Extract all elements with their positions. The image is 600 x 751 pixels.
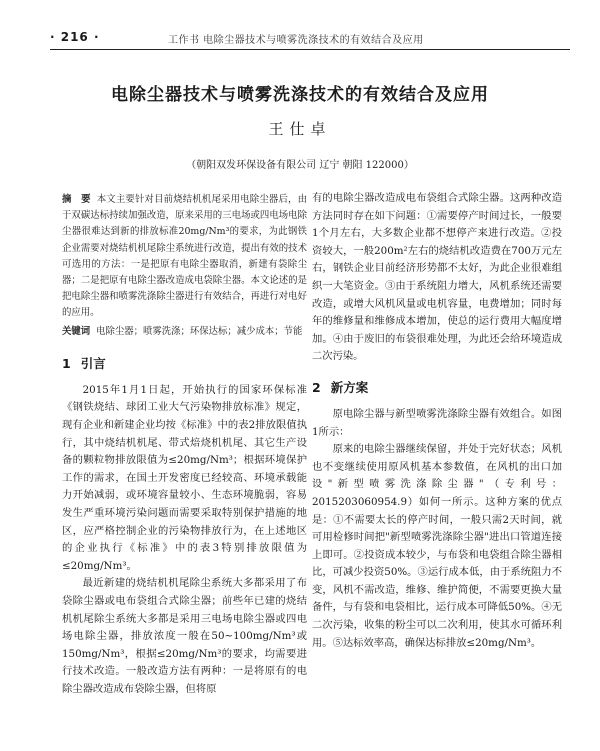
abstract xyxy=(62,192,307,322)
paragraph: 最近新建的烧结机机尾除尘系统大多都采用了布袋除尘器或电布袋组合式除尘器；前些年已建的烧结机机尾除尘系统大多都是采用三电场电除尘器或四电场电除尘器，排放浓度一般在50~100mg/Nm³或150mg/Nm³，根据≤20mg/Nm³的要求，均需要进行技术改造。一般改造方法有两种：一是将原有的电除尘器改造成布袋除尘器，但将原 xyxy=(62,577,307,695)
article-affiliation: （朝阳双发环保设备有限公司 辽宁 朝阳 122000） xyxy=(186,160,414,171)
section-title: 新方案 xyxy=(330,379,369,395)
page-header xyxy=(50,30,570,46)
abstract-text: 本文主要针对目前烧结机机尾采用电除尘器后，由于双碳达标持续加强改造，原来采用的三电场或四电场电除尘器很难达到新的排放标准20mg/Nm³的要求，为此钢铁企业需要对烧结机机尾除尘系统进行改造，提出有效的技术可选用的方法：一是把原有电除尘器取消，新建有袋除尘器；二是把原有电除尘器改造成电袋除尘器。本文论述的是把电除尘器和喷雾洗涤除尘器进行有效结合，再进行对电好的应用。 xyxy=(62,194,307,319)
section-heading-new-scheme xyxy=(312,378,562,396)
keywords-text: 电除尘器；喷雾洗涤；环保达标；减少成本；节能 xyxy=(96,325,303,337)
article-author: 王仕卓 xyxy=(268,120,332,138)
article-title: 电除尘器技术与喷雾洗涤技术的有效结合及应用 xyxy=(111,85,489,105)
paragraph: 原电除尘器与新型喷雾洗涤除尘器有效组合。如图1所示： xyxy=(312,407,562,438)
left-column xyxy=(62,192,307,699)
keywords-label: 关键词 xyxy=(62,325,91,337)
keywords xyxy=(62,324,307,340)
header-rule xyxy=(50,49,570,50)
paragraph: 原来的电除尘器继续保留，并处于完好状态；风机也不变继续使用原风机基本参数值，在风机的出口加设"新型喷雾洗涤除尘器"（专利号：2015203060954.9）如何一所示。这种方案的优点是：①不需要太长的停产时间，一般只需2天时间，就可用检修时间把"新型喷雾洗涤除尘器"进出口管道连接上即可。②投资成本较少，与布袋和电袋组合除尘器相比，可减少投资50%。③运行成本低，由于系统阻力不变，风机不需改造，维修、维护简便，不需要更换大量备件，与有袋和电袋相比，运行成本可降低50%。④无二次污染，收集的粉尘可以二次利用，使其水可循环利用。⑤达标效率高，确保达标排放≤20mg/Nm³。 xyxy=(312,443,562,649)
abstract-label: 摘 要 xyxy=(62,194,91,205)
section-number: 1 xyxy=(62,355,71,371)
section-heading-intro xyxy=(62,354,307,372)
paragraph-continued: 有的电除尘器改造成电布袋组合式除尘器。这两种改造方法同时存在如下问题：①需要停产时间过长，一般要1个月左右，大多数企业都不想停产来进行改造。②投资较大，一般200m²左右的烧结机改造费在700万元左右，钢铁企业目前经济形势都不太好，为此企业很难组织一大笔资金。③由于系统阻力增大，风机系统还需要改造，或增大风机风量或电机容量，电费增加；同时每年的维修量和维修成本增加，使总的运行费用大幅度增加。④由于废旧的布袋很难处理，为此还会给环境造成二次污染。 xyxy=(312,192,562,363)
page-number: · 216 · xyxy=(50,30,100,44)
section-number: 2 xyxy=(312,379,321,395)
right-column xyxy=(312,190,562,652)
section-title: 引言 xyxy=(80,355,106,371)
paragraph: 2015年1月1日起，开始执行的国家环保标准《钢铁烧结、球团工业大气污染物排放标准》规定，现有企业和新建企业均按《标准》中的表2排放限值执行，其中烧结机机尾、带式焙烧机机尾、其它生产设备的颗粒物排放限值为≤20mg/Nm³；根据环境保护工作的需求，在国土开发密度已经较高、环境承载能力开始减弱，或环境容量较小、生态环境脆弱，容易发生严重环境污染问题而需要采取特别保护措施的地区，应严格控制企业的污染物排放行为，在上述地区的企业执行《标准》中的表3特别排放限值为≤20mg/Nm³。 xyxy=(62,383,307,572)
running-title: 工作书 电除尘器技术与喷雾洗涤技术的有效结合及应用 xyxy=(168,35,424,46)
